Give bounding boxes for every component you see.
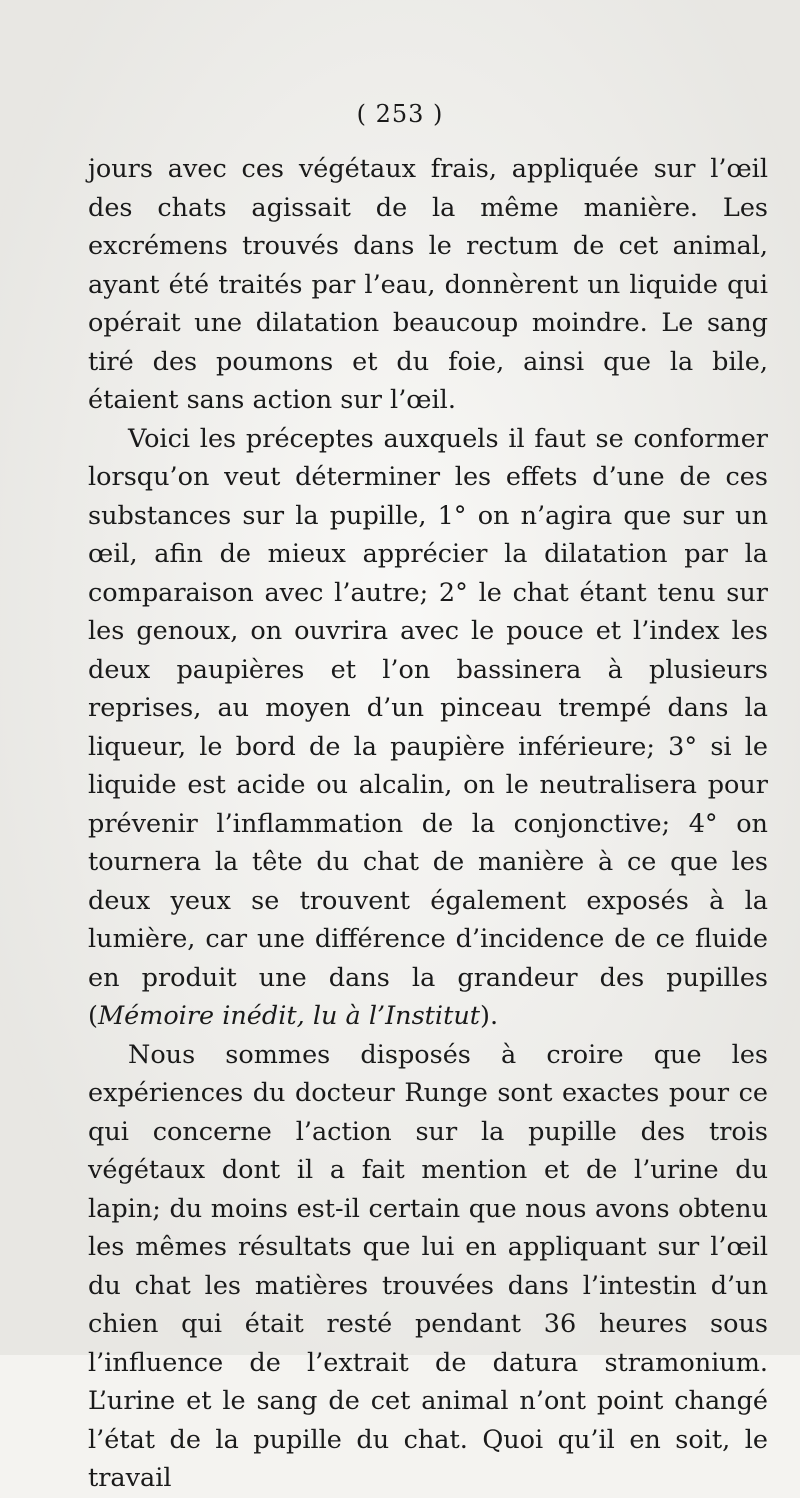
- body-text: [88, 150, 768, 1498]
- paragraph-runge: Nous sommes disposés à croire que les expériences du docteur Runge sont exactes pour ce qui concerne l’action sur la pupille des trois végétaux dont il a fait mention et de l’urine du lapin; du moins est-il certain que nous avons obtenu les mêmes résultats que lui en appliquant sur l’œil du chat les matières trouvées dans l’intestin d’un chien qui était resté pendant 36 heures sous l’influence de l’extrait de datura stramonium. L’urine et le sang de cet animal n’ont point changé l’état de la pupille du chat. Quoi qu’il en soit, le travail: [88, 1039, 768, 1493]
- paragraph-precepts: [88, 420, 768, 1036]
- citation-close: ).: [480, 1001, 499, 1031]
- paragraph-precepts-text: Voici les préceptes auxquels il faut se conformer lorsqu’on veut déterminer les effets d’une de ces substances sur la pupille, 1° on n’agira que sur un œil, afin de mieux apprécier la dilatation par la comparaison avec l’autre; 2° le chat étant tenu sur les genoux, on ouvrira avec le pouce et l’index les deux paupières et l’on bassinera à plusieurs reprises, au moyen d’un pinceau trempé dans la liqueur, le bord de la paupière inférieure; 3° si le liquide est acide ou alcalin, on le neutralisera pour prévenir l’inflammation de la conjonctive; 4° on tournera la tête du chat de manière à ce que les deux yeux se trouvent également exposés à la lumière, car une différence d’incidence de ce fluide en produit une dans la grandeur des pupilles (: [88, 423, 768, 1031]
- paragraph-continuation: jours avec ces végétaux frais, appliquée sur l’œil des chats agissait de la même manière. Les excrémens trouvés dans le rectum de cet animal, ayant été traités par l’eau, donnèrent un liquide qui opérait une dilatation beaucoup moindre. Le sang tiré des poumons et du foie, ainsi que la bile, étaient sans action sur l’œil.: [88, 154, 768, 415]
- page-number: ( 253 ): [356, 100, 444, 128]
- citation-italic: Mémoire inédit, lu à l’Institut: [97, 1001, 480, 1031]
